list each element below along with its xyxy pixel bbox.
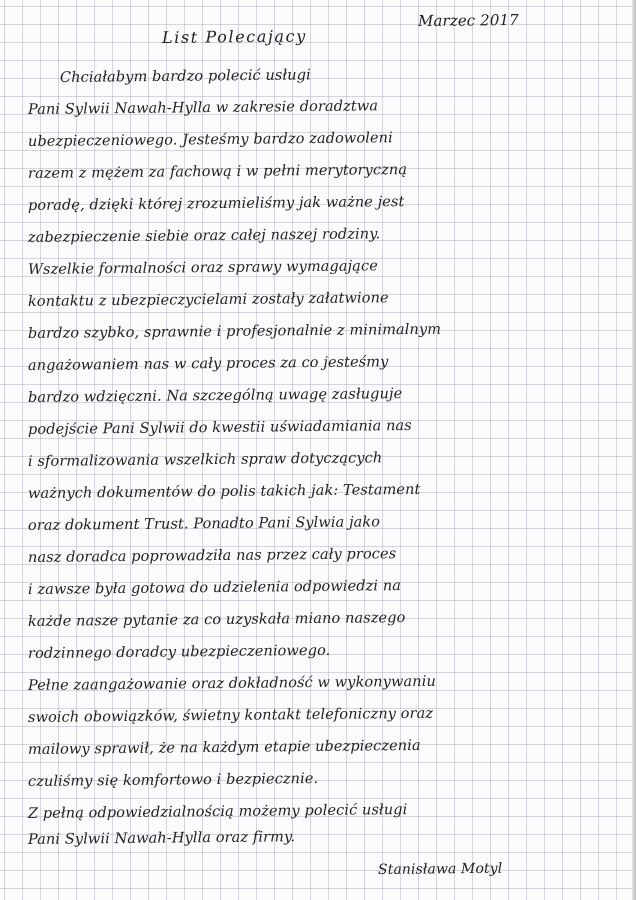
letter-line: kontaktu z ubezpieczycielami zostały załatwione: [27, 290, 389, 310]
letter-line: rodzinnego doradcy ubezpieczeniowego.: [27, 642, 331, 662]
letter-date: Marzec 2017: [417, 10, 519, 30]
letter-line: bardzo wdzięczni. Na szczególną uwagę zasługuje: [27, 386, 403, 406]
letter-line: czuliśmy się komfortowo i bezpiecznie.: [27, 770, 319, 790]
letter-line: i zawsze była gotowa do udzielenia odpowiedzi na: [27, 578, 402, 598]
letter-line: poradę, dzięki której zrozumieliśmy jak ważne jest: [27, 194, 405, 214]
letter-line: oraz dokument Trust. Ponadto Pani Sylwia jako: [27, 514, 381, 534]
letter-line: ważnych dokumentów do polis takich jak: Testament: [27, 481, 421, 502]
letter-line: każde nasze pytanie za co uzyskała miano naszego: [27, 610, 406, 630]
letter-line: i sformalizowania wszelkich spraw dotyczących: [27, 450, 383, 470]
letter-title: List Polecający: [161, 26, 307, 47]
letter-line: ubezpieczeniowego. Jesteśmy bardzo zadowoleni: [27, 130, 393, 150]
letter-line: mailowy sprawił, że na każdym etapie ubezpieczenia: [27, 737, 421, 758]
page-edge: [632, 0, 636, 900]
letter-line: Z pełną odpowiedzialnością możemy polecić usługi: [27, 802, 408, 822]
letter-line: razem z mężem za fachową i w pełni merytoryczną: [27, 162, 408, 182]
letter-line: podejście Pani Sylwii do kwestii uświadamiania nas: [27, 417, 412, 438]
letter-line: Pani Sylwii Nawah-Hylla oraz firmy.: [27, 829, 296, 848]
signature: Stanisława Motyl: [377, 860, 503, 878]
letter-line: bardzo szybko, sprawnie i profesjonalnie z minimalnym: [27, 321, 442, 342]
letter-line: Chciałabym bardzo polecić usługi: [59, 67, 311, 86]
letter-line: nasz doradca poprowadziła nas przez cały proces: [27, 546, 397, 566]
letter-line: Pani Sylwii Nawah-Hylla w zakresie doradztwa: [27, 98, 379, 118]
letter-line: zabezpieczenie siebie oraz całej naszej rodziny.: [27, 226, 381, 246]
letter-line: Wszelkie formalności oraz sprawy wymagające: [27, 258, 378, 278]
letter-line: angażowaniem nas w cały proces za co jesteśmy: [27, 354, 389, 374]
letter-line: swoich obowiązków, świetny kontakt telefoniczny oraz: [27, 705, 434, 726]
letter-line: Pełne zaangażowanie oraz dokładność w wykonywaniu: [27, 673, 436, 694]
